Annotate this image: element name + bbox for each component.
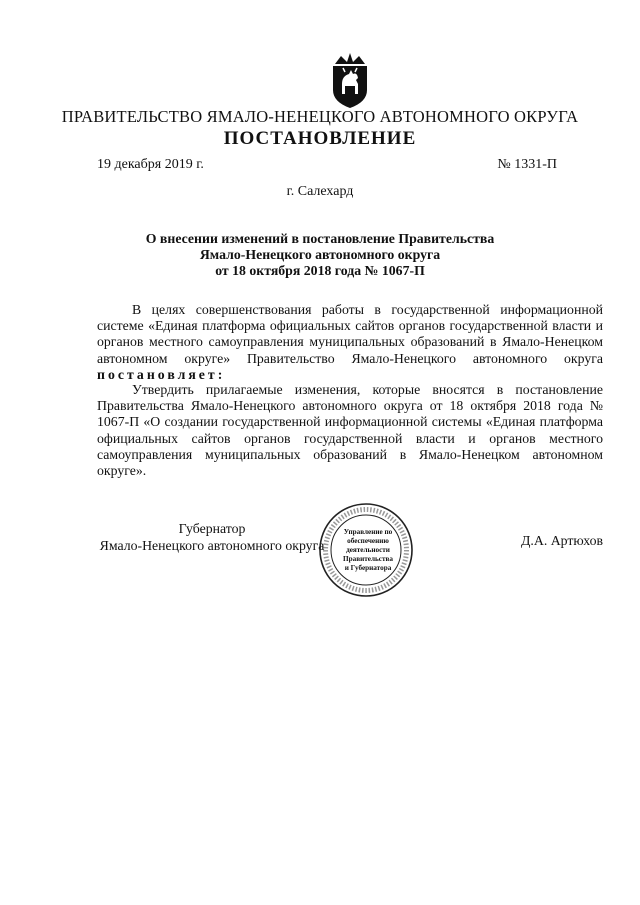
paragraph-1-text: В целях совершенствования работы в государственной информационной системе «Единая платформа официальных сайтов органов государственной власти и органов местного самоуправления муниципальных образований в Ямало-Ненецком автономном округе» Правительство Ямало-Ненецкого автономного округа xyxy=(97,302,603,366)
document-number: № 1331-П xyxy=(497,157,557,172)
stamp-line-3: деятельности xyxy=(346,546,390,554)
coat-of-arms-icon xyxy=(327,50,373,110)
document-type: ПОСТАНОВЛЕНИЕ xyxy=(223,128,417,149)
stamp-line-5: и Губернатора xyxy=(344,564,392,572)
title-line-3: от 18 октября 2018 года № 1067-П xyxy=(215,263,425,278)
paragraph-2: Утвердить прилагаемые изменения, которые вносятся в постановление Правительства Ямало-Ненецкого автономного округа от 18 октября 2018 года № 1067-П «О создании государственной информационной системы «Единая платформа официальных сайтов органов государственной власти и органов местного самоуправления муниципальных образований в Ямало-Ненецком автономном округе». xyxy=(97,382,603,479)
title-line-1: О внесении изменений в постановление Правительства xyxy=(145,231,495,246)
signatory-name: Д.А. Артюхов xyxy=(521,533,603,548)
stamp-line-1: Управление по xyxy=(343,528,393,536)
stamp-line-4: Правительства xyxy=(343,555,393,563)
stamp-line-2: обеспечению xyxy=(347,537,389,545)
decree-verb: постановляет: xyxy=(97,366,226,382)
document-title xyxy=(0,231,640,279)
signatory-title-line-2: Ямало-Ненецкого автономного округа xyxy=(99,538,325,553)
official-stamp xyxy=(316,500,416,600)
document-city: г. Салехард xyxy=(286,184,354,199)
signatory-title-line-1: Губернатор xyxy=(178,521,246,536)
document-date: 19 декабря 2019 г. xyxy=(97,157,204,172)
government-name: ПРАВИТЕЛЬСТВО ЯМАЛО-НЕНЕЦКОГО АВТОНОМНОГО ОКРУГА xyxy=(61,107,579,126)
paragraph-1 xyxy=(97,302,603,383)
signatory-title xyxy=(97,520,327,554)
title-line-2: Ямало-Ненецкого автономного округа xyxy=(199,247,441,262)
